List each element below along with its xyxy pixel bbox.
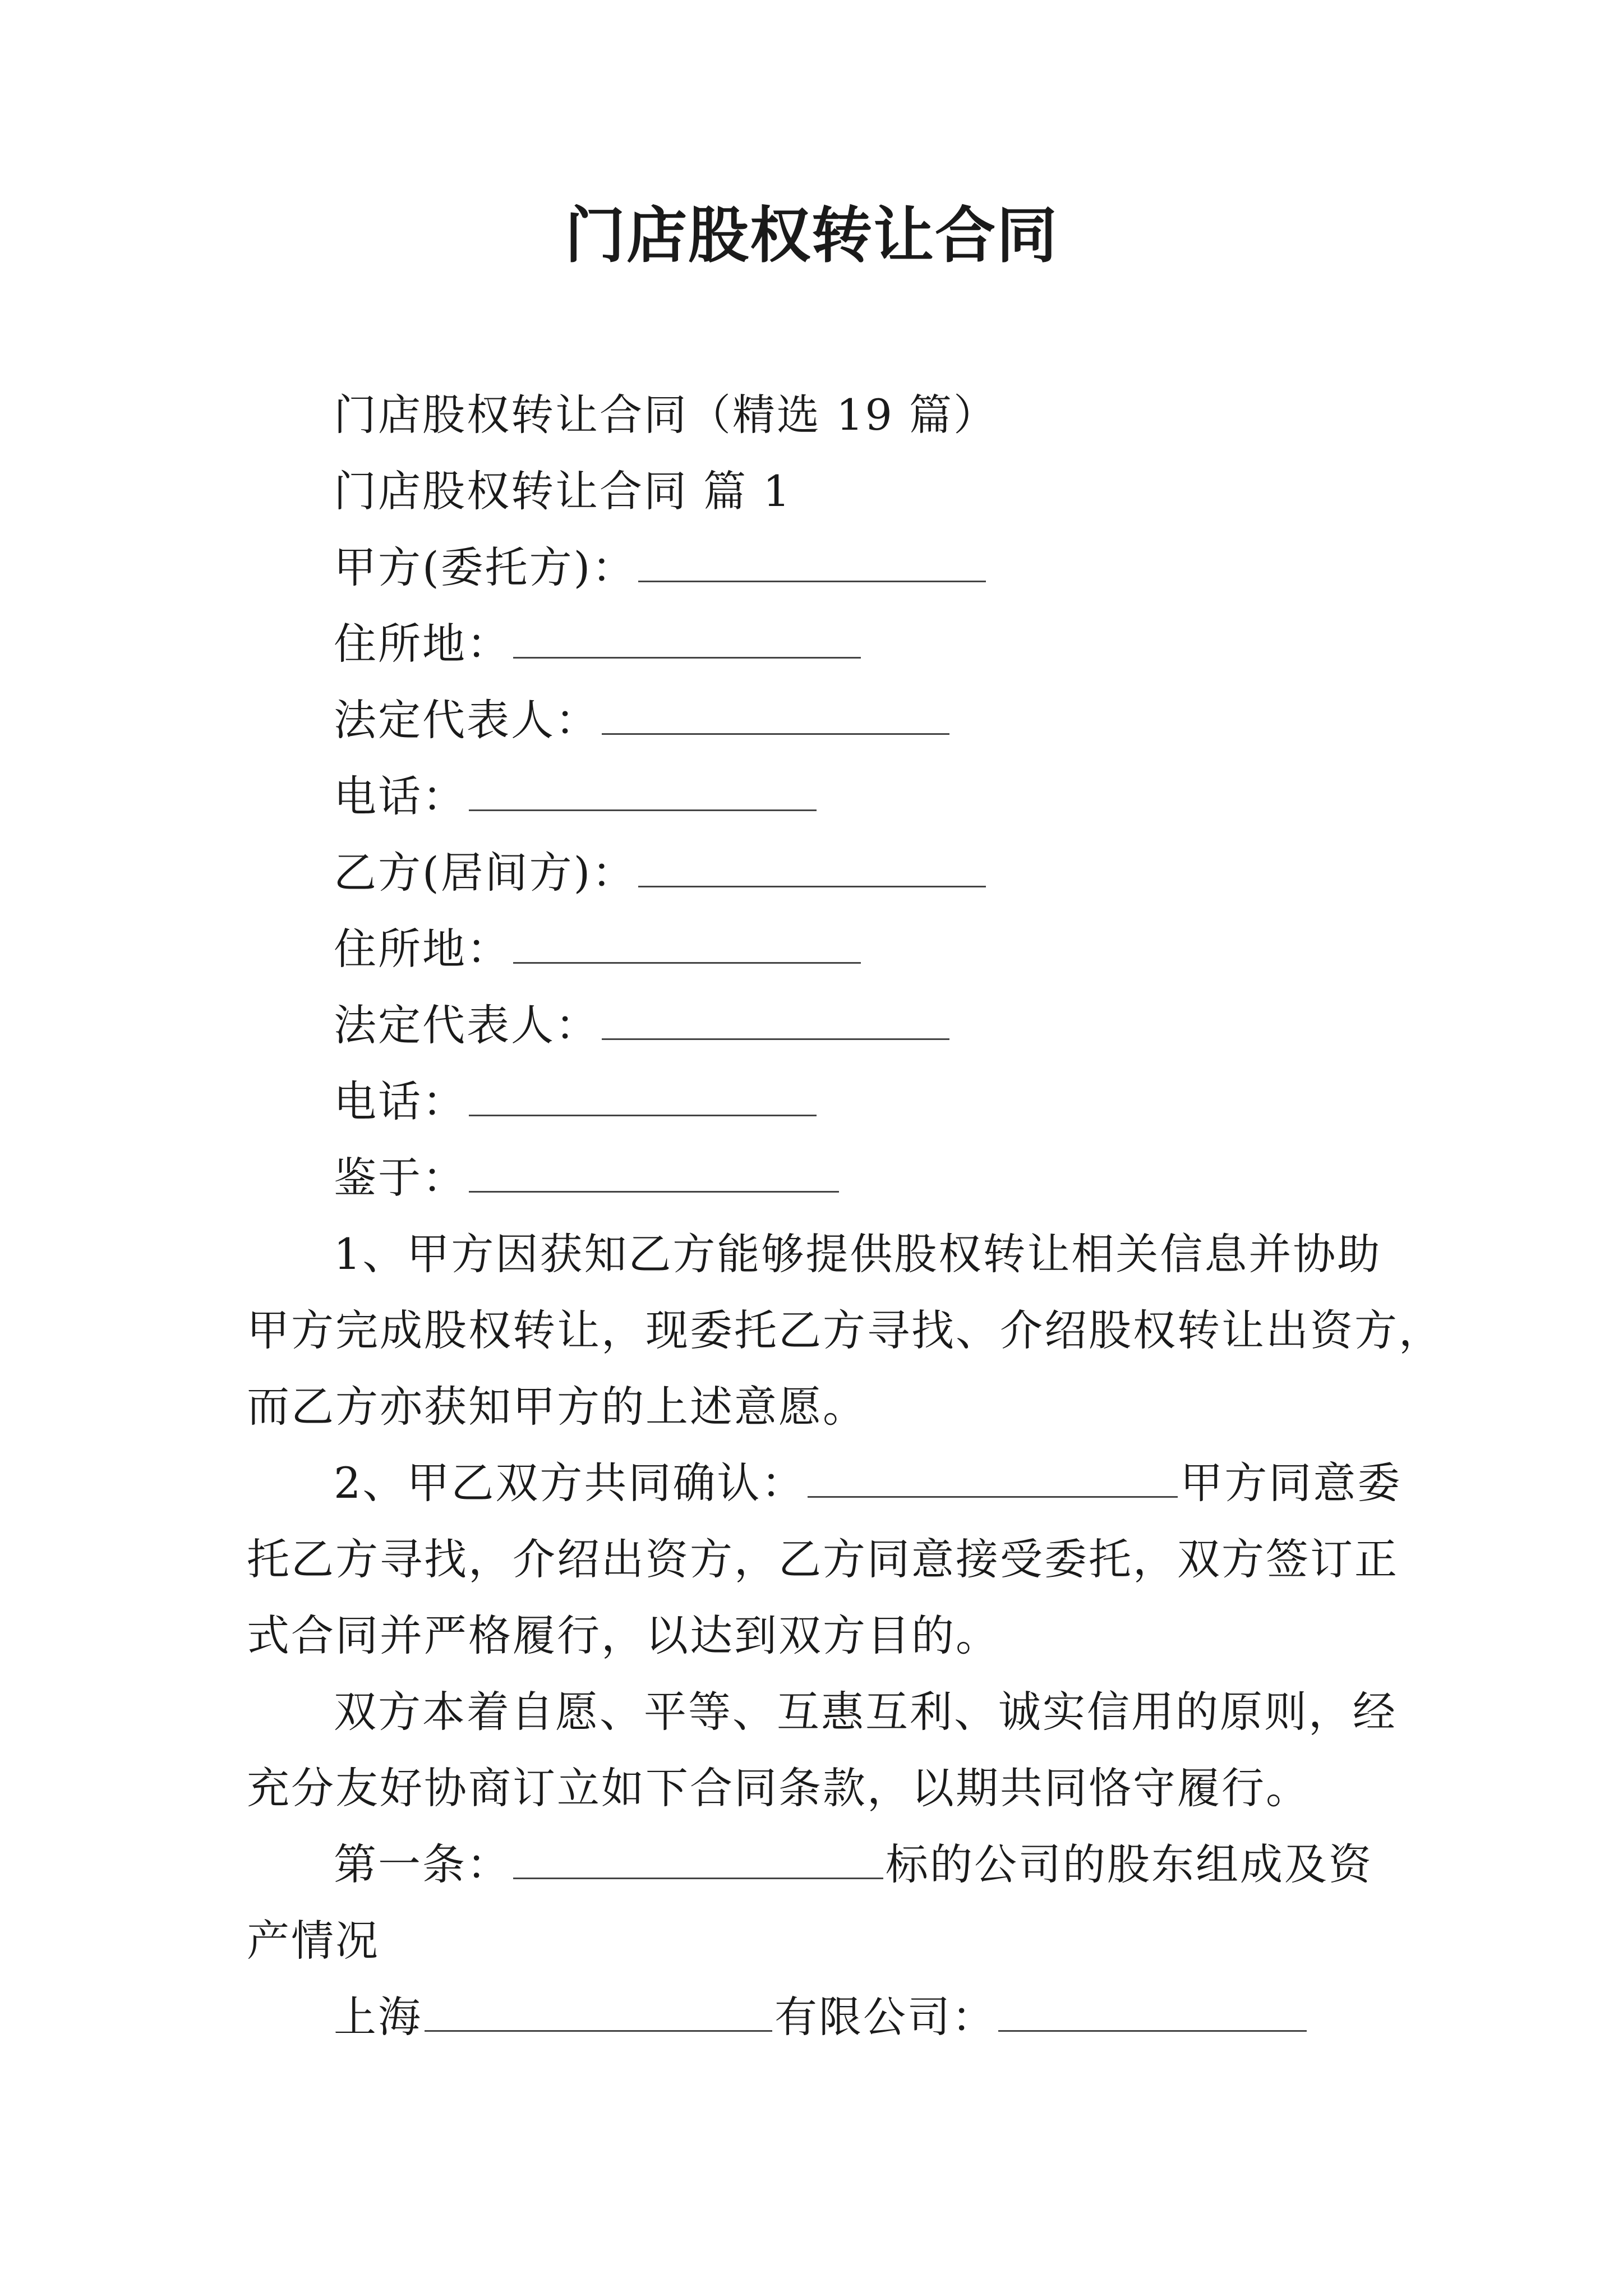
party-b-phone-blank — [469, 1075, 817, 1116]
whereas-row — [334, 1150, 841, 1206]
party-a-address-label: 住所地： — [334, 619, 511, 669]
article1-suffix: 标的公司的股东组成及资 — [886, 1839, 1373, 1889]
principle-line2: 充分友好协商订立如下合同条款，以期共同恪守履行。 — [247, 1763, 1310, 1813]
clause2-line2: 托乙方寻找，介绍出资方，乙方同意接受委托，双方签订正 — [247, 1534, 1399, 1584]
party-a-phone-label: 电话： — [334, 771, 467, 821]
party-a-phone-row — [334, 769, 819, 825]
article1-line1 — [334, 1837, 1373, 1893]
clause2-prefix: 2、甲乙双方共同确认： — [334, 1458, 806, 1508]
party-a-address-row — [334, 616, 863, 672]
party-b-address-label: 住所地： — [334, 924, 511, 974]
party-b-row — [334, 845, 988, 901]
clause2-line3: 式合同并严格履行，以达到双方目的。 — [247, 1611, 1000, 1660]
party-a-blank — [638, 541, 986, 582]
party-b-phone-label: 电话： — [334, 1076, 467, 1126]
shanghai-row — [334, 1989, 1309, 2045]
whereas-blank — [469, 1152, 839, 1193]
party-b-rep-row — [334, 997, 952, 1053]
party-b-address-blank — [513, 923, 861, 964]
shanghai-company-blank — [425, 1991, 772, 2032]
party-a-row — [334, 540, 988, 596]
party-a-label: 甲方(委托方)： — [334, 542, 637, 592]
party-a-rep-blank — [602, 694, 949, 735]
party-a-phone-blank — [469, 770, 817, 811]
document-title: 门店股权转让合同 — [564, 200, 1058, 271]
clause2-blank — [808, 1457, 1178, 1498]
clause1-line3: 而乙方亦获知甲方的上述意愿。 — [247, 1382, 867, 1432]
clause2-line1 — [334, 1455, 1401, 1511]
principle-line1: 双方本着自愿、平等、互惠互利、诚实信用的原则，经 — [334, 1687, 1397, 1737]
article1-prefix: 第一条： — [334, 1839, 511, 1889]
shanghai-middle: 有限公司： — [774, 1992, 996, 2042]
party-b-rep-blank — [602, 999, 949, 1040]
party-a-rep-row — [334, 692, 952, 748]
party-b-address-row — [334, 921, 863, 977]
party-b-label: 乙方(居间方)： — [334, 848, 637, 898]
whereas-label: 鉴于： — [334, 1153, 467, 1203]
clause1-line1: 1、甲方因获知乙方能够提供股权转让相关信息并协助 — [334, 1229, 1382, 1279]
shanghai-info-blank — [998, 1991, 1307, 2032]
party-b-rep-label: 法定代表人： — [334, 1000, 600, 1050]
section-heading: 门店股权转让合同 篇 1 — [334, 466, 792, 516]
article1-line2: 产情况 — [247, 1916, 380, 1966]
document-subtitle: 门店股权转让合同（精选 19 篇） — [334, 390, 998, 440]
article1-blank — [513, 1838, 883, 1879]
party-b-blank — [638, 846, 986, 887]
clause1-line2: 甲方完成股权转让，现委托乙方寻找、介绍股权转让出资方， — [247, 1305, 1443, 1355]
clause2-suffix: 甲方同意委 — [1180, 1458, 1402, 1508]
shanghai-prefix: 上海 — [334, 1992, 422, 2042]
party-b-phone-row — [334, 1074, 819, 1130]
party-a-rep-label: 法定代表人： — [334, 695, 600, 745]
party-a-address-blank — [513, 618, 861, 659]
